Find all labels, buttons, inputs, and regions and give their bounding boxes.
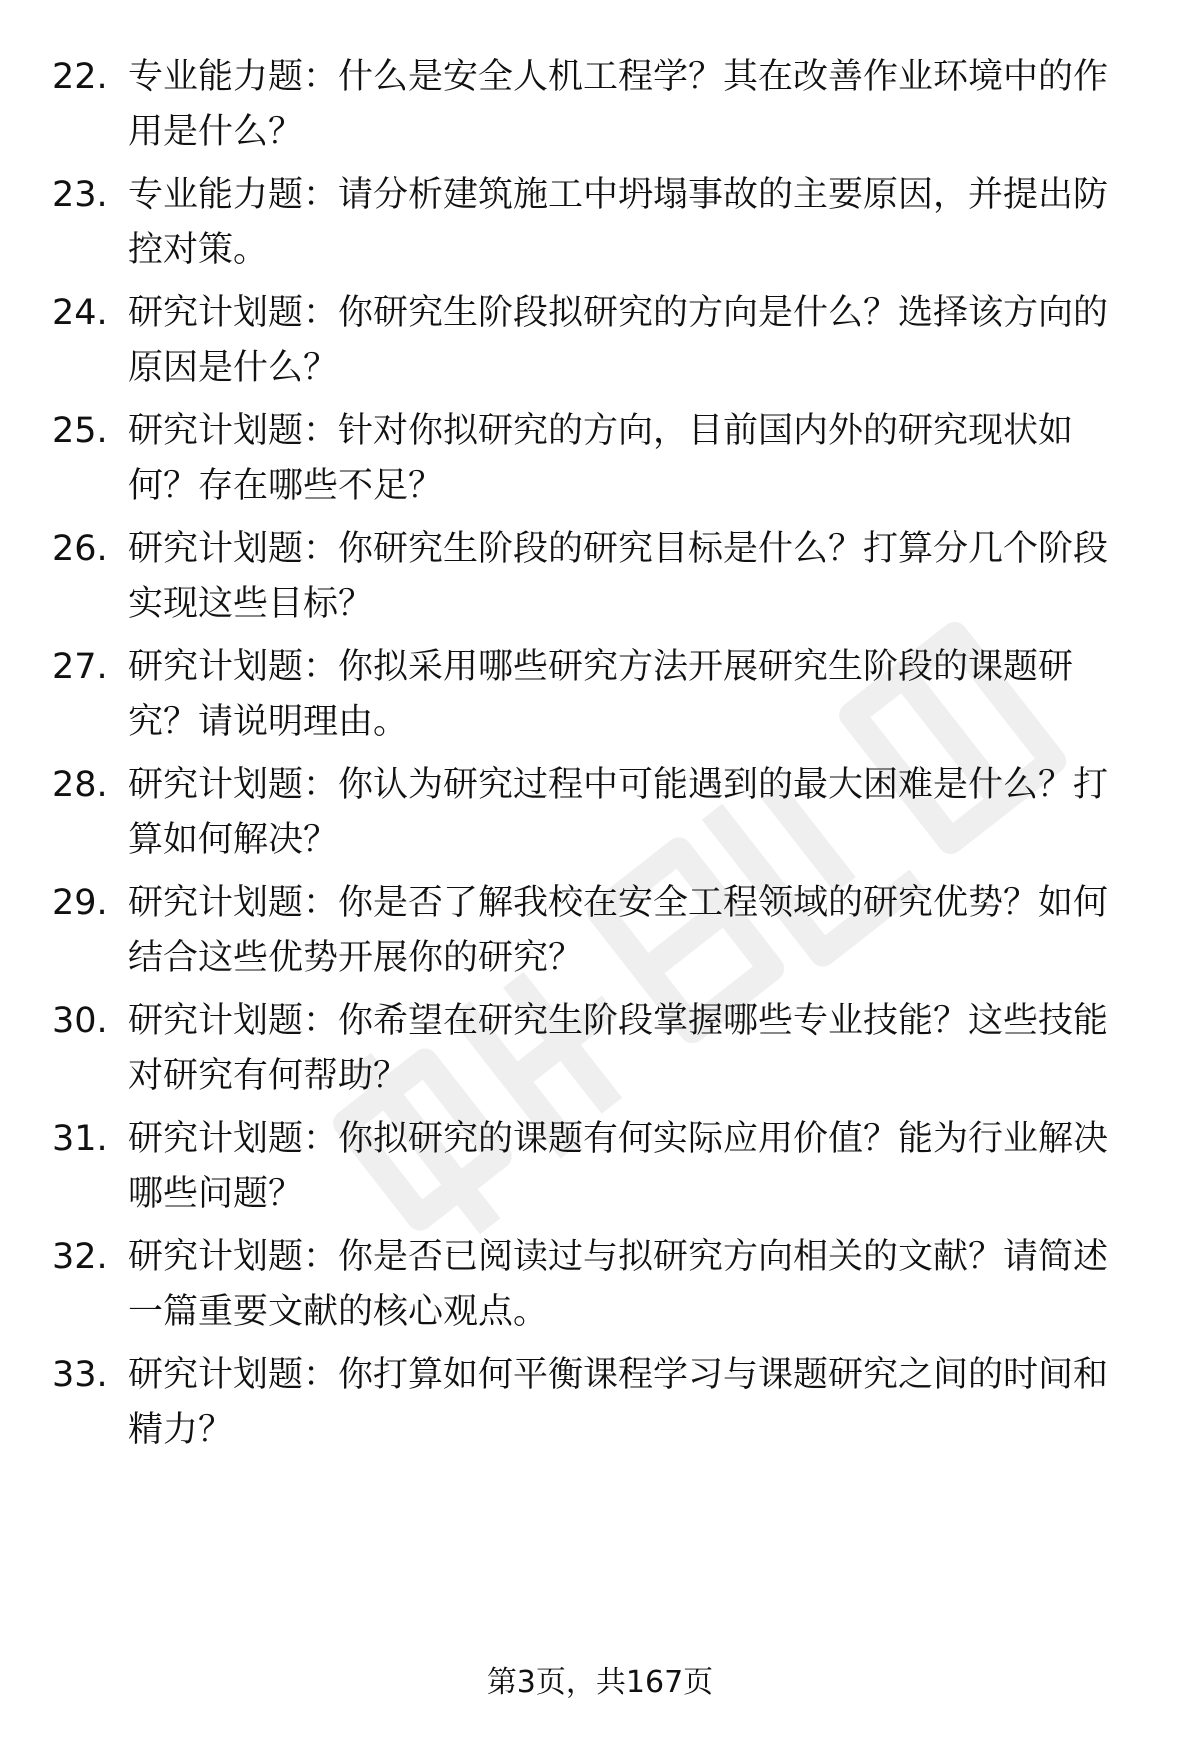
question-text-line1: 研究计划题：你拟采用哪些研究方法开展研究生阶段的课题研	[128, 647, 1074, 687]
question-text-line1: 研究计划题：你打算如何平衡课程学习与课题研究之间的时间和	[128, 1355, 1109, 1395]
question-text-line2: 原因是什么？	[128, 348, 339, 388]
question-item	[0, 286, 1200, 386]
question-text-line1: 专业能力题：什么是安全人机工程学？其在改善作业环境中的作	[128, 57, 1109, 97]
question-number: 25.	[52, 411, 108, 451]
question-text-line2: 一篇重要文献的核心观点。	[128, 1292, 549, 1332]
question-text-line2: 对研究有何帮助？	[128, 1056, 409, 1096]
question-text-line2: 算如何解决？	[128, 820, 339, 860]
question-text-line2: 用是什么？	[128, 112, 304, 152]
question-text-line1: 研究计划题：你认为研究过程中可能遇到的最大困难是什么？打	[128, 765, 1109, 805]
question-item	[0, 758, 1200, 858]
question-text-line2: 精力？	[128, 1410, 234, 1450]
question-number: 22.	[52, 57, 108, 97]
question-text-line1: 研究计划题：针对你拟研究的方向，目前国内外的研究现状如	[128, 411, 1074, 451]
question-item	[0, 876, 1200, 976]
question-number: 29.	[52, 883, 108, 923]
question-text-line2: 结合这些优势开展你的研究？	[128, 938, 584, 978]
question-text-line2: 何？存在哪些不足？	[128, 466, 444, 506]
question-text-line1: 研究计划题：你拟研究的课题有何实际应用价值？能为行业解决	[128, 1119, 1109, 1159]
question-item	[0, 522, 1200, 622]
question-text-line1: 研究计划题：你研究生阶段拟研究的方向是什么？选择该方向的	[128, 293, 1109, 333]
question-text-line2: 实现这些目标？	[128, 584, 374, 624]
question-item	[0, 168, 1200, 268]
question-number: 30.	[52, 1001, 108, 1041]
question-number: 31.	[52, 1119, 108, 1159]
question-item	[0, 1348, 1200, 1448]
question-number: 23.	[52, 175, 108, 215]
question-number: 27.	[52, 647, 108, 687]
question-item	[0, 994, 1200, 1094]
question-text-line1: 专业能力题：请分析建筑施工中坍塌事故的主要原因，并提出防	[128, 175, 1109, 215]
question-item	[0, 404, 1200, 504]
question-text-line1: 研究计划题：你是否已阅读过与拟研究方向相关的文献？请简述	[128, 1237, 1109, 1277]
question-item	[0, 640, 1200, 740]
question-text-line1: 研究计划题：你研究生阶段的研究目标是什么？打算分几个阶段	[128, 529, 1109, 569]
question-text-line2: 哪些问题？	[128, 1174, 304, 1214]
question-text-line2: 控对策。	[128, 230, 269, 270]
question-number: 26.	[52, 529, 108, 569]
question-number: 32.	[52, 1237, 108, 1277]
question-number: 28.	[52, 765, 108, 805]
question-item	[0, 1230, 1200, 1330]
question-text-line1: 研究计划题：你希望在研究生阶段掌握哪些专业技能？这些技能	[128, 1001, 1109, 1041]
question-item	[0, 1112, 1200, 1212]
question-text-line1: 研究计划题：你是否了解我校在安全工程领域的研究优势？如何	[128, 883, 1109, 923]
question-number: 24.	[52, 293, 108, 333]
question-text-line2: 究？请说明理由。	[128, 702, 409, 742]
question-number: 33.	[52, 1355, 108, 1395]
question-item	[0, 50, 1200, 150]
page-number: 第3页，共167页	[486, 1665, 714, 1700]
